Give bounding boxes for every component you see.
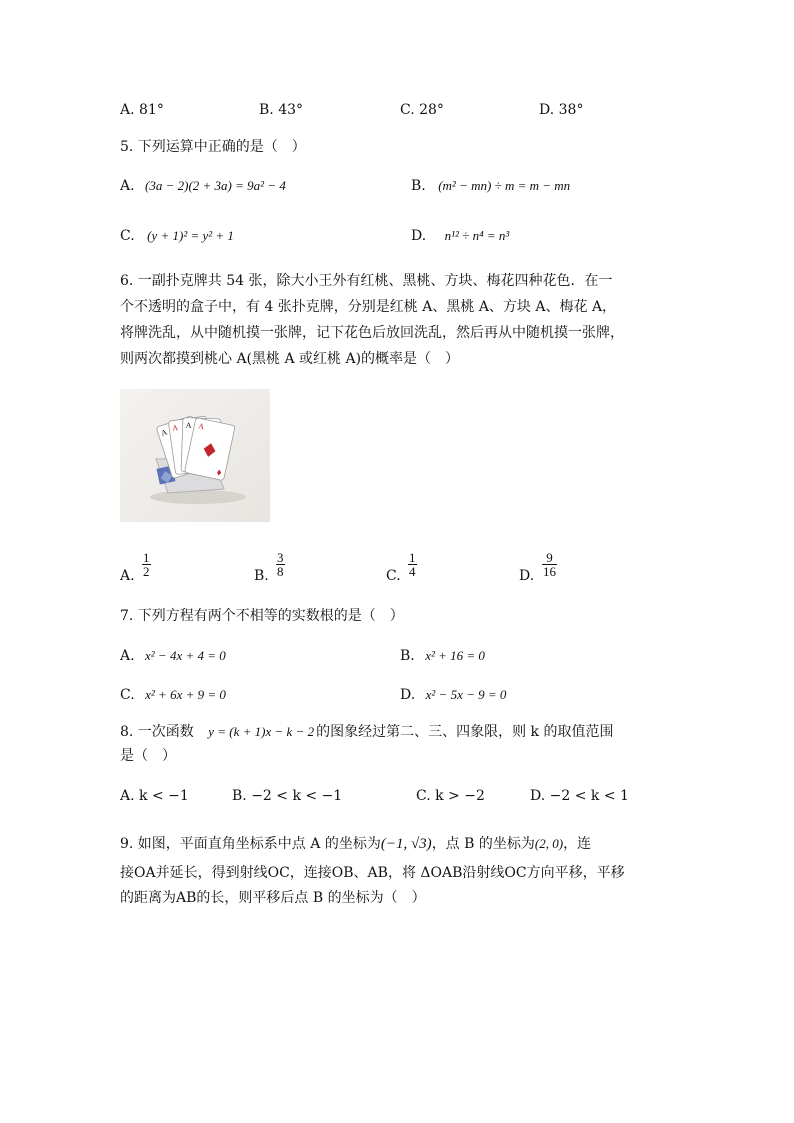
card-rank: A (197, 421, 205, 432)
q5-option-b-expr: (m² − mn) ÷ m = m − mn (438, 178, 571, 193)
q5-option-d-expr: n¹² ÷ n⁴ = n³ (444, 228, 510, 243)
fraction-numerator: 9 (546, 550, 553, 565)
q6-option-b-fraction (276, 551, 285, 578)
q6-stem-line: 将牌洗乱，从中随机摸一张牌，记下花色后放回洗乱，然后再从中随机摸一张牌， (120, 325, 624, 341)
q5-option-a (120, 176, 286, 196)
q5-option-b (411, 176, 570, 196)
q6-option-a-label: A. (120, 568, 135, 584)
q5-option-c-label: C. (120, 228, 135, 244)
fraction-denominator: 8 (277, 564, 284, 579)
q7-option-b-expr: x² + 16 = 0 (425, 648, 485, 663)
q4-option-c: C. 28° (400, 102, 444, 118)
q8-stem (120, 722, 613, 742)
q6-option-d-fraction (542, 551, 557, 578)
q6-option-c-fraction (408, 551, 417, 578)
q9-coord-a: (−1, √3) (380, 836, 432, 852)
q7-stem: 7. 下列方程有两个不相等的实数根的是（ ） (120, 608, 404, 624)
q5-option-c-expr: (y + 1)² = y² + 1 (147, 228, 234, 243)
q4-option-a: A. 81° (120, 102, 164, 118)
fraction-numerator: 1 (143, 550, 150, 565)
q8-option-c: C. k > −2 (416, 788, 485, 804)
q6-stem-line: 6. 一副扑克牌共 54 张，除大小王外有红桃、黑桃、方块、梅花四种花色．在一 (120, 273, 613, 289)
q8-stem-suffix: 的图象经过第二、三、四象限，则 k 的取值范围 (316, 724, 614, 740)
card-rank: A (159, 427, 169, 438)
q7-option-a (120, 646, 226, 666)
q9-stem-line2: 接OA并延长，得到射线OC，连接OB、AB，将 ΔOAB沿射线OC方向平移，平移 (120, 865, 625, 881)
q5-option-b-label: B. (411, 178, 426, 194)
q6-stem-line: 个不透明的盒子中，有 4 张扑克牌，分别是红桃 A、黑桃 A、方块 A、梅花 A， (120, 299, 617, 315)
q6-option-c-label: C. (386, 568, 401, 584)
q5-stem: 5. 下列运算中正确的是（ ） (120, 139, 306, 155)
q5-option-d (411, 226, 509, 246)
fraction-numerator: 3 (277, 550, 284, 565)
q7-option-c (120, 685, 226, 705)
fraction-denominator: 2 (143, 564, 150, 579)
q8-function-expr: y = (k + 1)x − k − 2 (208, 724, 315, 739)
q6-option-d-label: D. (519, 568, 535, 584)
q6-option-a-fraction (142, 551, 151, 578)
playing-cards-photo (120, 389, 270, 522)
card-rank: A (185, 420, 192, 430)
q7-option-c-label: C. (120, 687, 135, 703)
q7-option-d-expr: x² − 5x − 9 = 0 (425, 687, 507, 702)
q7-option-d (400, 685, 506, 705)
q9-stem-line3: 的距离为AB的长，则平移后点 B 的坐标为（ ） (120, 890, 426, 906)
q7-option-b-label: B. (400, 648, 415, 664)
playing-cards-illustration (120, 389, 270, 522)
q7-option-a-label: A. (120, 648, 135, 664)
q4-option-b: B. 43° (259, 102, 304, 118)
q9-coord-b: (2, 0) (534, 836, 564, 851)
fraction-denominator: 4 (409, 564, 416, 579)
q6-stem-line: 则两次都摸到桃心 A(黑桃 A 或红桃 A)的概率是（ ） (120, 351, 460, 367)
q7-option-d-label: D. (400, 687, 416, 703)
q7-option-c-expr: x² + 6x + 9 = 0 (145, 687, 226, 702)
fraction-numerator: 1 (409, 550, 416, 565)
card-rank: A (171, 422, 179, 433)
q8-option-b: B. −2 < k < −1 (232, 788, 343, 804)
q8-stem-prefix: 8. 一次函数 (120, 724, 194, 740)
q7-option-b (400, 646, 485, 666)
q8-option-a: A. k < −1 (120, 788, 189, 804)
q5-option-a-label: A. (120, 178, 135, 194)
q6-stem (120, 268, 680, 372)
q5-option-c (120, 226, 234, 246)
q9-line1-suffix: ，连 (563, 836, 592, 852)
q8-option-d: D. −2 < k < 1 (530, 788, 629, 804)
q5-option-a-expr: (3a − 2)(2 + 3a) = 9a² − 4 (145, 178, 286, 193)
q9-stem-line1 (120, 834, 591, 854)
fraction-denominator: 16 (543, 564, 556, 579)
q6-option-b-label: B. (254, 568, 269, 584)
q5-option-d-label: D. (411, 228, 427, 244)
q8-stem-line2: 是（ ） (120, 748, 176, 764)
q9-line1-mid: ，点 B 的坐标为 (431, 836, 535, 852)
q9-line1-prefix: 9. 如图，平面直角坐标系中点 A 的坐标为 (120, 836, 381, 852)
q7-option-a-expr: x² − 4x + 4 = 0 (145, 648, 226, 663)
q4-option-d: D. 38° (539, 102, 584, 118)
